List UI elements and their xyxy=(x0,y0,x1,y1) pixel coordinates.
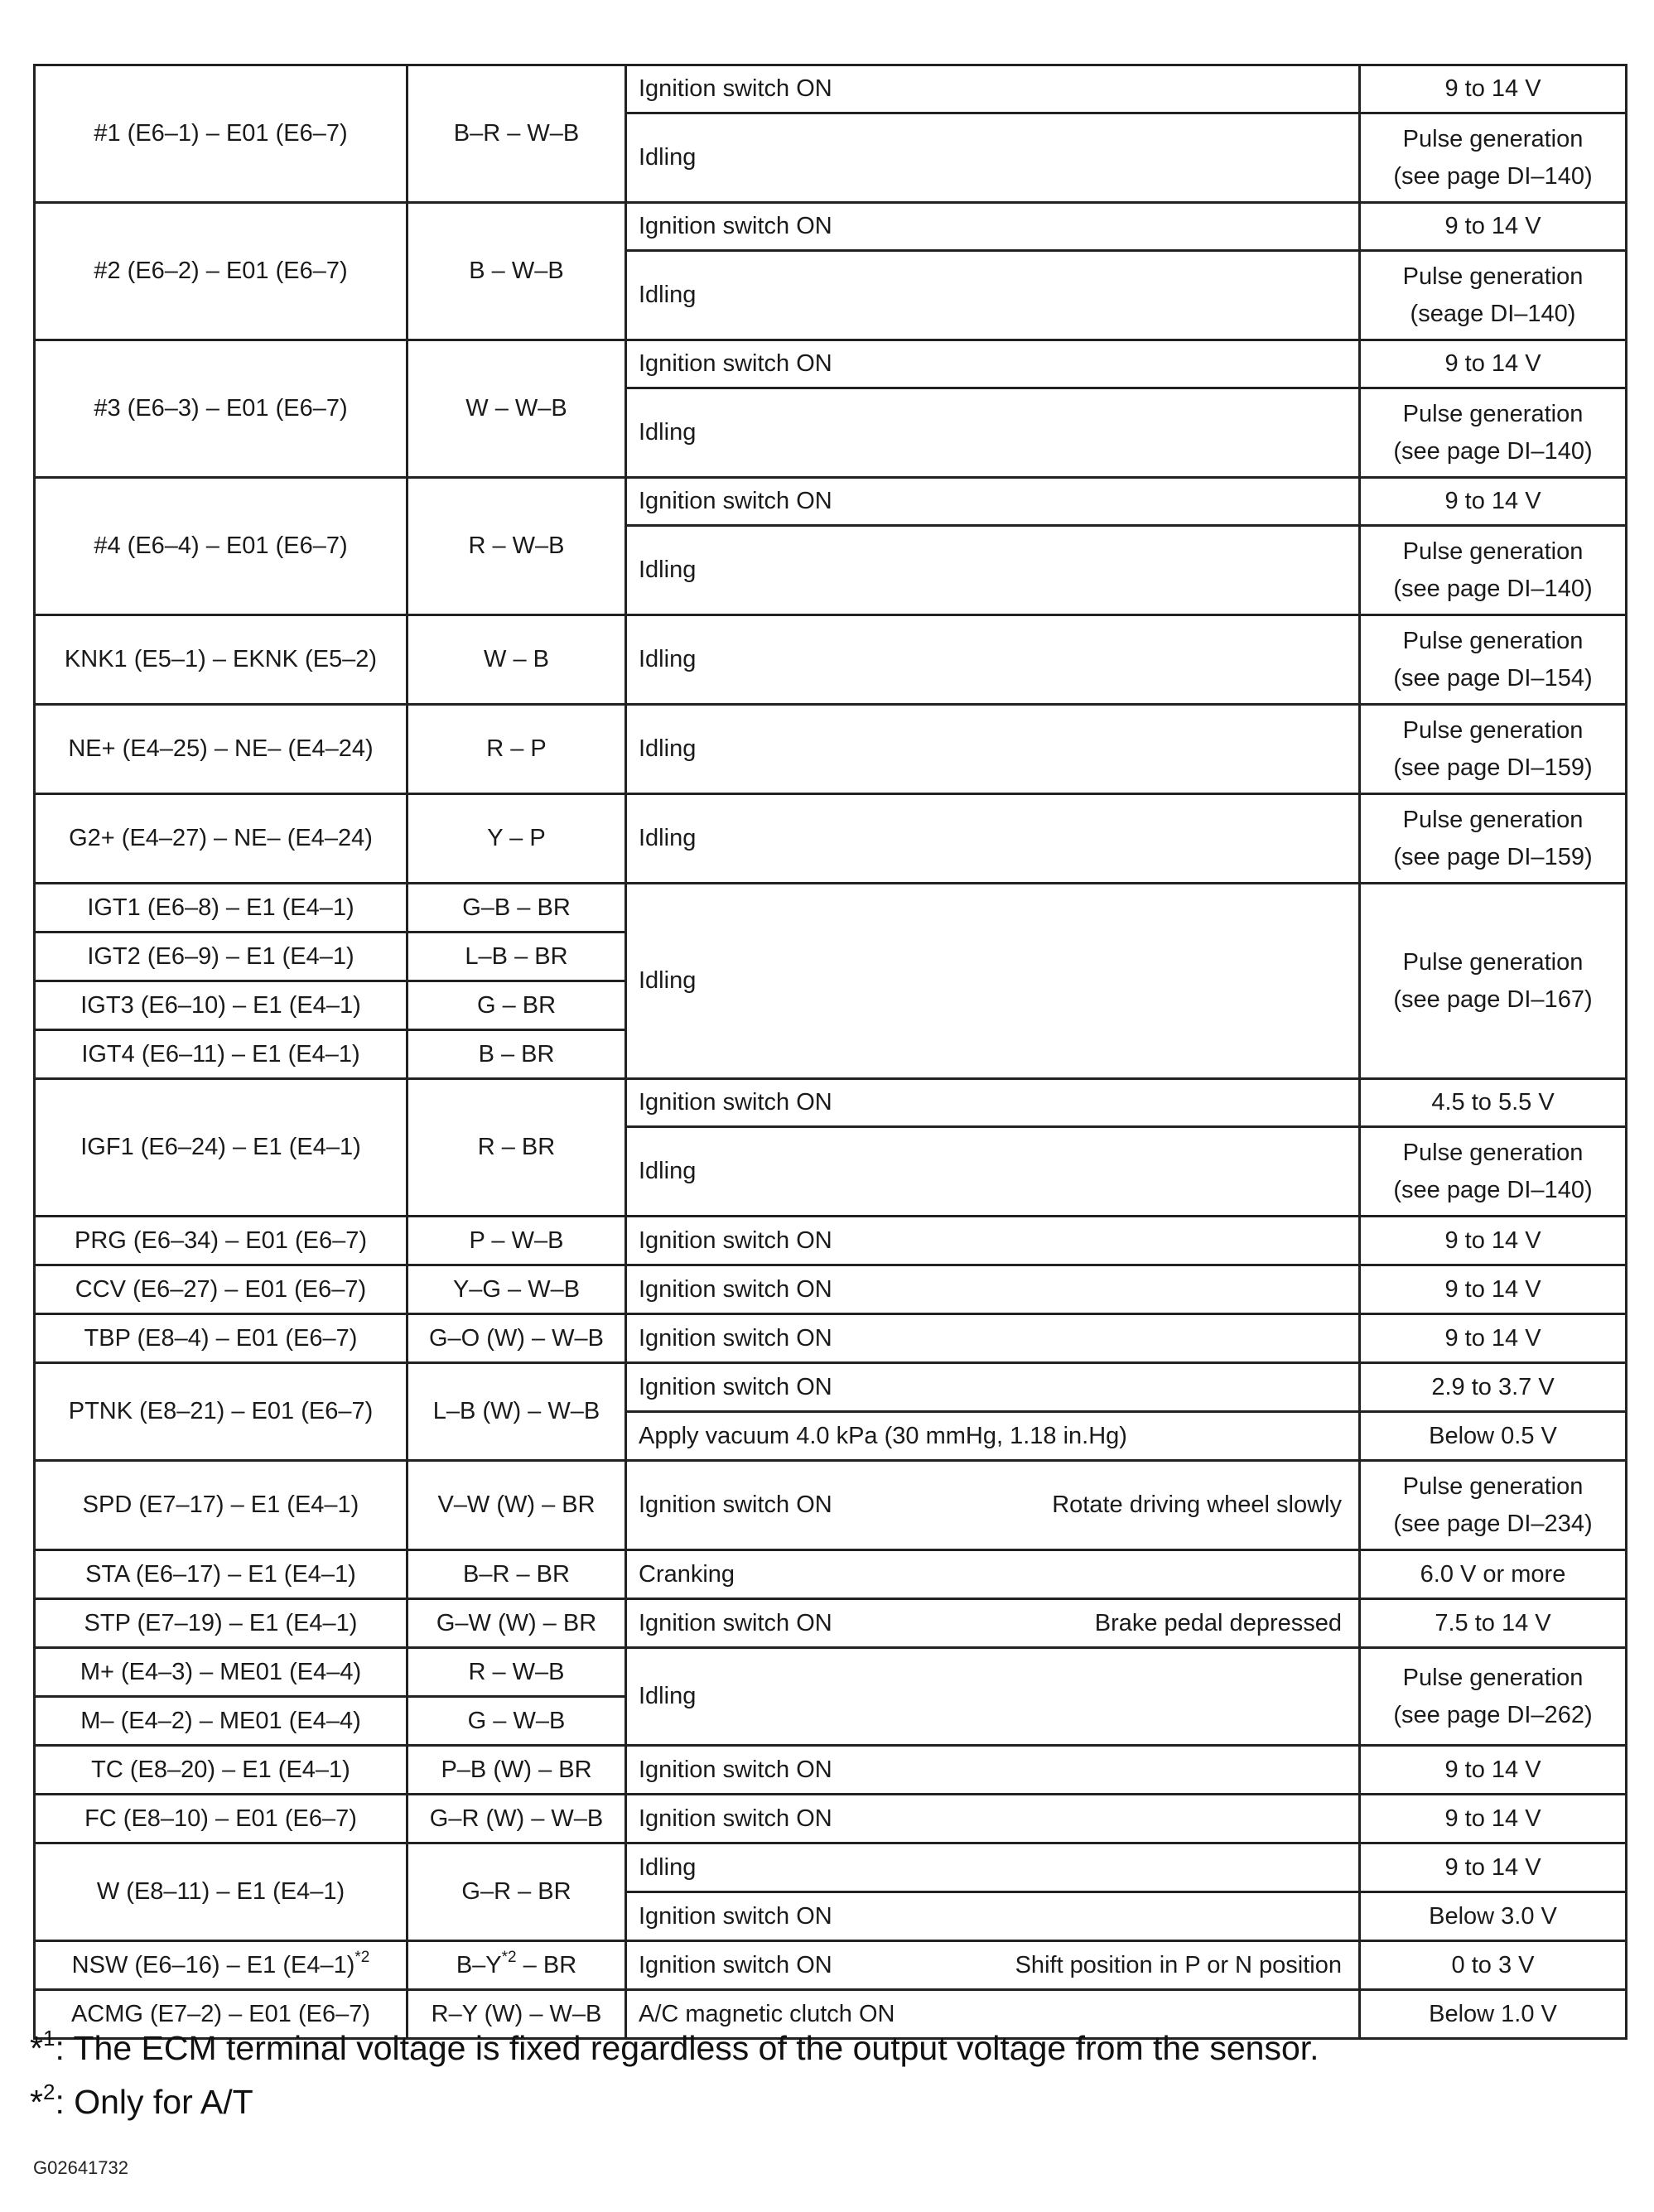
condition-cell: Ignition switch ON xyxy=(626,1892,1360,1941)
table-row xyxy=(35,1941,1627,1990)
spec-cell: 9 to 14 V xyxy=(1360,340,1627,388)
terminal-cell: NE+ (E4–25) – NE– (E4–24) xyxy=(35,705,407,794)
spec-cell: 9 to 14 V xyxy=(1360,1217,1627,1265)
condition-cell: Ignition switch ON xyxy=(626,1363,1360,1412)
spec-line: (see page DI–159) xyxy=(1393,843,1593,870)
wiring-color-cell: G – BR xyxy=(407,981,626,1030)
footnote-number: 1 xyxy=(42,2026,55,2051)
terminal-cell: M+ (E4–3) – ME01 (E4–4) xyxy=(35,1648,407,1697)
spec-cell xyxy=(1360,615,1627,705)
spec-cell: 0 to 3 V xyxy=(1360,1941,1627,1990)
wiring-color-cell: W – B xyxy=(407,615,626,705)
wiring-color-cell: R – P xyxy=(407,705,626,794)
table-row xyxy=(35,1217,1627,1265)
spec-cell: 4.5 to 5.5 V xyxy=(1360,1079,1627,1127)
condition-cell: Ignition switch ON xyxy=(626,340,1360,388)
terminal-cell: PRG (E6–34) – E01 (E6–7) xyxy=(35,1217,407,1265)
terminal-cell xyxy=(35,1941,407,1990)
spec-line: Pulse generation xyxy=(1402,1139,1584,1166)
spec-cell xyxy=(1360,884,1627,1079)
spec-line: Pulse generation xyxy=(1402,1664,1584,1691)
terminal-cell: IGF1 (E6–24) – E1 (E4–1) xyxy=(35,1079,407,1217)
condition-cell xyxy=(626,1941,1360,1990)
condition-cell: Idling xyxy=(626,884,1360,1079)
table-row xyxy=(35,340,1627,388)
condition-text: Ignition switch ON xyxy=(639,1609,832,1636)
spec-line: (seage DI–140) xyxy=(1410,300,1576,327)
condition-cell: Idling xyxy=(626,526,1360,615)
wiring-color-cell: W – W–B xyxy=(407,340,626,478)
footnote-mark: * xyxy=(30,2083,43,2121)
footnote-text: : The ECM terminal voltage is fixed regardless of the output voltage from the sensor. xyxy=(55,2029,1319,2067)
spec-cell xyxy=(1360,526,1627,615)
condition-cell: Idling xyxy=(626,388,1360,478)
terminal-cell: IGT2 (E6–9) – E1 (E4–1) xyxy=(35,933,407,981)
condition-cell: Idling xyxy=(626,705,1360,794)
wiring-color-cell: R–Y (W) – W–B xyxy=(407,1990,626,2039)
spec-line: Pulse generation xyxy=(1402,716,1584,744)
terminal-cell: SPD (E7–17) – E1 (E4–1) xyxy=(35,1461,407,1550)
wiring-color-cell: G – W–B xyxy=(407,1697,626,1746)
wiring-color-cell: B–R – BR xyxy=(407,1550,626,1599)
wiring-color-cell: R – W–B xyxy=(407,1648,626,1697)
spec-cell: Below 1.0 V xyxy=(1360,1990,1627,2039)
condition-text: Ignition switch ON xyxy=(639,1951,832,1978)
condition-cell: Ignition switch ON xyxy=(626,1265,1360,1314)
terminal-cell: ACMG (E7–2) – E01 (E6–7) xyxy=(35,1990,407,2039)
spec-line: Pulse generation xyxy=(1402,806,1584,833)
table-row xyxy=(35,1079,1627,1127)
spec-cell xyxy=(1360,794,1627,884)
condition-cell xyxy=(626,1461,1360,1550)
condition-cell: Idling xyxy=(626,794,1360,884)
footnote-ref: *2 xyxy=(354,1948,370,1966)
condition-cell: Idling xyxy=(626,1843,1360,1892)
wiring-color-cell: G–O (W) – W–B xyxy=(407,1314,626,1363)
terminal-cell: STA (E6–17) – E1 (E4–1) xyxy=(35,1550,407,1599)
spec-cell: Below 3.0 V xyxy=(1360,1892,1627,1941)
table-row xyxy=(35,1746,1627,1795)
table-row xyxy=(35,1550,1627,1599)
spec-line: Pulse generation xyxy=(1402,400,1584,427)
table-row xyxy=(35,1363,1627,1412)
condition-cell xyxy=(626,1599,1360,1648)
condition-cell: Idling xyxy=(626,615,1360,705)
condition-cell: Ignition switch ON xyxy=(626,1795,1360,1843)
condition-cell: Ignition switch ON xyxy=(626,478,1360,526)
footnote-ref: *2 xyxy=(501,1948,517,1966)
condition-cell: Ignition switch ON xyxy=(626,1217,1360,1265)
terminal-cell: #3 (E6–3) – E01 (E6–7) xyxy=(35,340,407,478)
condition-detail: Brake pedal depressed xyxy=(1094,1609,1342,1636)
footnote-1 xyxy=(30,2026,1319,2068)
table-row xyxy=(35,1843,1627,1892)
table-row xyxy=(35,794,1627,884)
wiring-color-cell: Y – P xyxy=(407,794,626,884)
condition-cell: Idling xyxy=(626,1127,1360,1217)
terminal-cell: TBP (E8–4) – E01 (E6–7) xyxy=(35,1314,407,1363)
table-row xyxy=(35,1265,1627,1314)
condition-text: Ignition switch ON xyxy=(639,1492,832,1519)
condition-cell: Cranking xyxy=(626,1550,1360,1599)
spec-line: (see page DI–159) xyxy=(1393,754,1593,781)
spec-line: (see page DI–140) xyxy=(1393,575,1593,602)
wiring-color-cell: G–R (W) – W–B xyxy=(407,1795,626,1843)
table-row xyxy=(35,203,1627,251)
wiring-color-cell: B–R – W–B xyxy=(407,65,626,203)
terminal-text: NSW (E6–16) – E1 (E4–1) xyxy=(71,1951,355,1978)
spec-line: Pulse generation xyxy=(1402,948,1584,976)
condition-detail: Rotate driving wheel slowly xyxy=(1052,1492,1342,1519)
wiring-color-cell: L–B (W) – W–B xyxy=(407,1363,626,1461)
wiring-color-cell: R – W–B xyxy=(407,478,626,615)
footnote-text: : Only for A/T xyxy=(55,2083,253,2121)
spec-cell: 9 to 14 V xyxy=(1360,1746,1627,1795)
spec-cell xyxy=(1360,1648,1627,1746)
condition-cell: Ignition switch ON xyxy=(626,1746,1360,1795)
table-row xyxy=(35,1795,1627,1843)
footnote-number: 2 xyxy=(42,2079,55,2105)
spec-cell xyxy=(1360,113,1627,203)
condition-cell: Ignition switch ON xyxy=(626,203,1360,251)
terminal-cell: M– (E4–2) – ME01 (E4–4) xyxy=(35,1697,407,1746)
spec-line: (see page DI–167) xyxy=(1393,986,1593,1013)
wiring-color-cell: R – BR xyxy=(407,1079,626,1217)
table-row xyxy=(35,884,1627,933)
spec-cell: 9 to 14 V xyxy=(1360,65,1627,113)
terminal-cell: W (E8–11) – E1 (E4–1) xyxy=(35,1843,407,1941)
spec-cell: 6.0 V or more xyxy=(1360,1550,1627,1599)
wiring-color-cell: Y–G – W–B xyxy=(407,1265,626,1314)
condition-cell: Apply vacuum 4.0 kPa (30 mmHg, 1.18 in.Hg) xyxy=(626,1412,1360,1461)
spec-cell: 2.9 to 3.7 V xyxy=(1360,1363,1627,1412)
spec-line: (see page DI–234) xyxy=(1393,1510,1593,1537)
spec-cell xyxy=(1360,251,1627,340)
condition-cell: Idling xyxy=(626,251,1360,340)
terminal-cell: G2+ (E4–27) – NE– (E4–24) xyxy=(35,794,407,884)
wiring-color-cell: G–R – BR xyxy=(407,1843,626,1941)
table-row xyxy=(35,1461,1627,1550)
wiring-color-cell: B – W–B xyxy=(407,203,626,340)
spec-line: Pulse generation xyxy=(1402,263,1584,290)
table-row xyxy=(35,1599,1627,1648)
table-row xyxy=(35,1648,1627,1697)
wiring-color-cell xyxy=(407,1941,626,1990)
spec-cell: 9 to 14 V xyxy=(1360,203,1627,251)
condition-detail: Shift position in P or N position xyxy=(1015,1951,1342,1978)
terminal-cell: #1 (E6–1) – E01 (E6–7) xyxy=(35,65,407,203)
spec-line: (see page DI–140) xyxy=(1393,162,1593,190)
spec-cell: 7.5 to 14 V xyxy=(1360,1599,1627,1648)
condition-cell: Ignition switch ON xyxy=(626,1079,1360,1127)
terminal-cell: FC (E8–10) – E01 (E6–7) xyxy=(35,1795,407,1843)
wiring-color-cell: P – W–B xyxy=(407,1217,626,1265)
terminal-cell: IGT1 (E6–8) – E1 (E4–1) xyxy=(35,884,407,933)
table-row xyxy=(35,65,1627,113)
table-row xyxy=(35,615,1627,705)
terminal-cell: KNK1 (E5–1) – EKNK (E5–2) xyxy=(35,615,407,705)
spec-line: Pulse generation xyxy=(1402,627,1584,654)
spec-cell: 9 to 14 V xyxy=(1360,1843,1627,1892)
terminal-cell: PTNK (E8–21) – E01 (E6–7) xyxy=(35,1363,407,1461)
table-row xyxy=(35,1314,1627,1363)
spec-cell: Below 0.5 V xyxy=(1360,1412,1627,1461)
ecm-terminal-table xyxy=(33,64,1627,2040)
spec-line: (see page DI–262) xyxy=(1393,1701,1593,1728)
spec-cell xyxy=(1360,388,1627,478)
condition-cell: Ignition switch ON xyxy=(626,65,1360,113)
spec-line: (see page DI–140) xyxy=(1393,437,1593,465)
condition-cell: Idling xyxy=(626,1648,1360,1746)
wiring-color-cell: P–B (W) – BR xyxy=(407,1746,626,1795)
wiring-color-cell: G–W (W) – BR xyxy=(407,1599,626,1648)
footnote-2 xyxy=(30,2079,253,2122)
terminal-cell: IGT4 (E6–11) – E1 (E4–1) xyxy=(35,1030,407,1079)
terminal-cell: TC (E8–20) – E1 (E4–1) xyxy=(35,1746,407,1795)
wiring-text: – BR xyxy=(516,1951,577,1978)
footnote-mark: * xyxy=(30,2029,43,2067)
wiring-color-cell: L–B – BR xyxy=(407,933,626,981)
spec-cell xyxy=(1360,1461,1627,1550)
spec-cell: 9 to 14 V xyxy=(1360,478,1627,526)
figure-code: G02641732 xyxy=(33,2157,128,2178)
spec-cell xyxy=(1360,1127,1627,1217)
spec-cell xyxy=(1360,705,1627,794)
spec-line: Pulse generation xyxy=(1402,125,1584,152)
spec-line: Pulse generation xyxy=(1402,1472,1584,1500)
terminal-cell: #4 (E6–4) – E01 (E6–7) xyxy=(35,478,407,615)
condition-cell: A/C magnetic clutch ON xyxy=(626,1990,1360,2039)
table-row xyxy=(35,478,1627,526)
spec-cell: 9 to 14 V xyxy=(1360,1265,1627,1314)
wiring-color-cell: V–W (W) – BR xyxy=(407,1461,626,1550)
wiring-color-cell: G–B – BR xyxy=(407,884,626,933)
condition-cell: Ignition switch ON xyxy=(626,1314,1360,1363)
terminal-cell: CCV (E6–27) – E01 (E6–7) xyxy=(35,1265,407,1314)
condition-cell: Idling xyxy=(626,113,1360,203)
wiring-color-cell: B – BR xyxy=(407,1030,626,1079)
spec-cell: 9 to 14 V xyxy=(1360,1795,1627,1843)
spec-line: (see page DI–140) xyxy=(1393,1176,1593,1203)
table-row xyxy=(35,705,1627,794)
spec-line: Pulse generation xyxy=(1402,537,1584,565)
wiring-text: B–Y xyxy=(456,1951,502,1978)
terminal-cell: #2 (E6–2) – E01 (E6–7) xyxy=(35,203,407,340)
terminal-cell: STP (E7–19) – E1 (E4–1) xyxy=(35,1599,407,1648)
spec-line: (see page DI–154) xyxy=(1393,664,1593,692)
spec-cell: 9 to 14 V xyxy=(1360,1314,1627,1363)
terminal-cell: IGT3 (E6–10) – E1 (E4–1) xyxy=(35,981,407,1030)
